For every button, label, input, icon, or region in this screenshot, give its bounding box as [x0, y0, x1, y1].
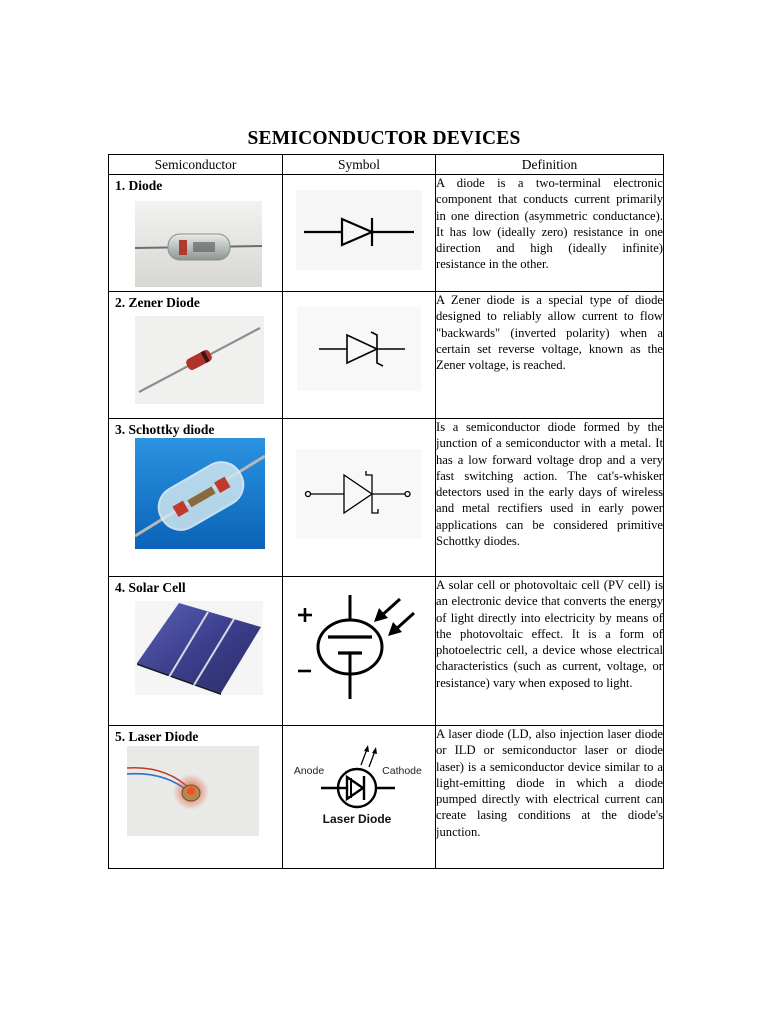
semiconductor-cell: [109, 577, 283, 726]
laser-diode-symbol: [289, 731, 429, 831]
laser-diode-photo: [127, 746, 259, 836]
definition-cell: Is a semiconductor diode formed by the junction of a semiconductor with a metal. It has a low forward voltage drop and a very fast switching action. The cat's-whisker detectors used in the early days of wireless and metal rectifiers used in early power applications can be considered primitive Schottky diodes.: [436, 419, 664, 577]
device-name: 3. Schottky diode: [115, 422, 215, 437]
definition-cell: A laser diode (LD, also injection laser diode or ILD or semiconductor laser or diode laser) is a semiconductor device similar to a light-emitting diode in which a diode pumped directly with electrical current can create lasing conditions at the diode's junction.: [436, 726, 664, 869]
header-definition: Definition: [436, 155, 664, 175]
solar-cell-photo: [135, 601, 263, 695]
device-name: 5. Laser Diode: [115, 729, 199, 744]
solar-cell-symbol: [294, 591, 424, 711]
semiconductor-cell: [109, 726, 283, 869]
semiconductor-cell: [109, 292, 283, 419]
diode-photo: [135, 201, 262, 287]
semiconductor-cell: [109, 175, 283, 292]
symbol-cell: [283, 292, 436, 419]
table-row: [109, 175, 664, 292]
table-row: [109, 577, 664, 726]
definition-cell: A diode is a two-terminal electronic component that conducts current primarily in one direction (asymmetric conductance). It has low (ideally zero) resistance in one direction and high (ideally infinite) resistance in the other.: [436, 175, 664, 292]
zener-diode-photo: [135, 316, 264, 404]
schottky-diode-symbol: [296, 449, 422, 539]
table-row: [109, 726, 664, 869]
header-semiconductor: Semiconductor: [109, 155, 283, 175]
definition-cell: A solar cell or photovoltaic cell (PV cell) is an electronic device that converts the energy of light directly into electricity by means of the photovoltaic effect. It is a form of photoelectric cell, a device whose electrical characteristics (such as current, voltage, or resistance) vary when exposed to light.: [436, 577, 664, 726]
device-name: 4. Solar Cell: [115, 580, 186, 595]
semiconductor-cell: [109, 419, 283, 577]
definition-cell: A Zener diode is a special type of diode designed to reliably allow current to flow "backwards" (inverted polarity) when a certain set reverse voltage, known as the Zener voltage, is reached.: [436, 292, 664, 419]
diode-symbol: [296, 190, 422, 270]
header-symbol: Symbol: [283, 155, 436, 175]
table-row: [109, 292, 664, 419]
cathode-label: Cathode: [382, 765, 422, 777]
device-name: 1. Diode: [115, 178, 163, 193]
symbol-cell: [283, 419, 436, 577]
laser-diode-caption: Laser Diode: [322, 812, 392, 826]
symbol-cell: [283, 726, 436, 869]
symbol-cell: [283, 175, 436, 292]
symbol-cell: [283, 577, 436, 726]
table-header-row: [109, 155, 664, 175]
zener-diode-symbol: [297, 307, 421, 391]
semiconductor-table: [108, 154, 664, 869]
table-row: [109, 419, 664, 577]
device-name: 2. Zener Diode: [115, 295, 200, 310]
schottky-diode-photo: [135, 438, 265, 549]
document-title: SEMICONDUCTOR DEVICES: [247, 128, 521, 149]
anode-label: Anode: [293, 765, 325, 777]
